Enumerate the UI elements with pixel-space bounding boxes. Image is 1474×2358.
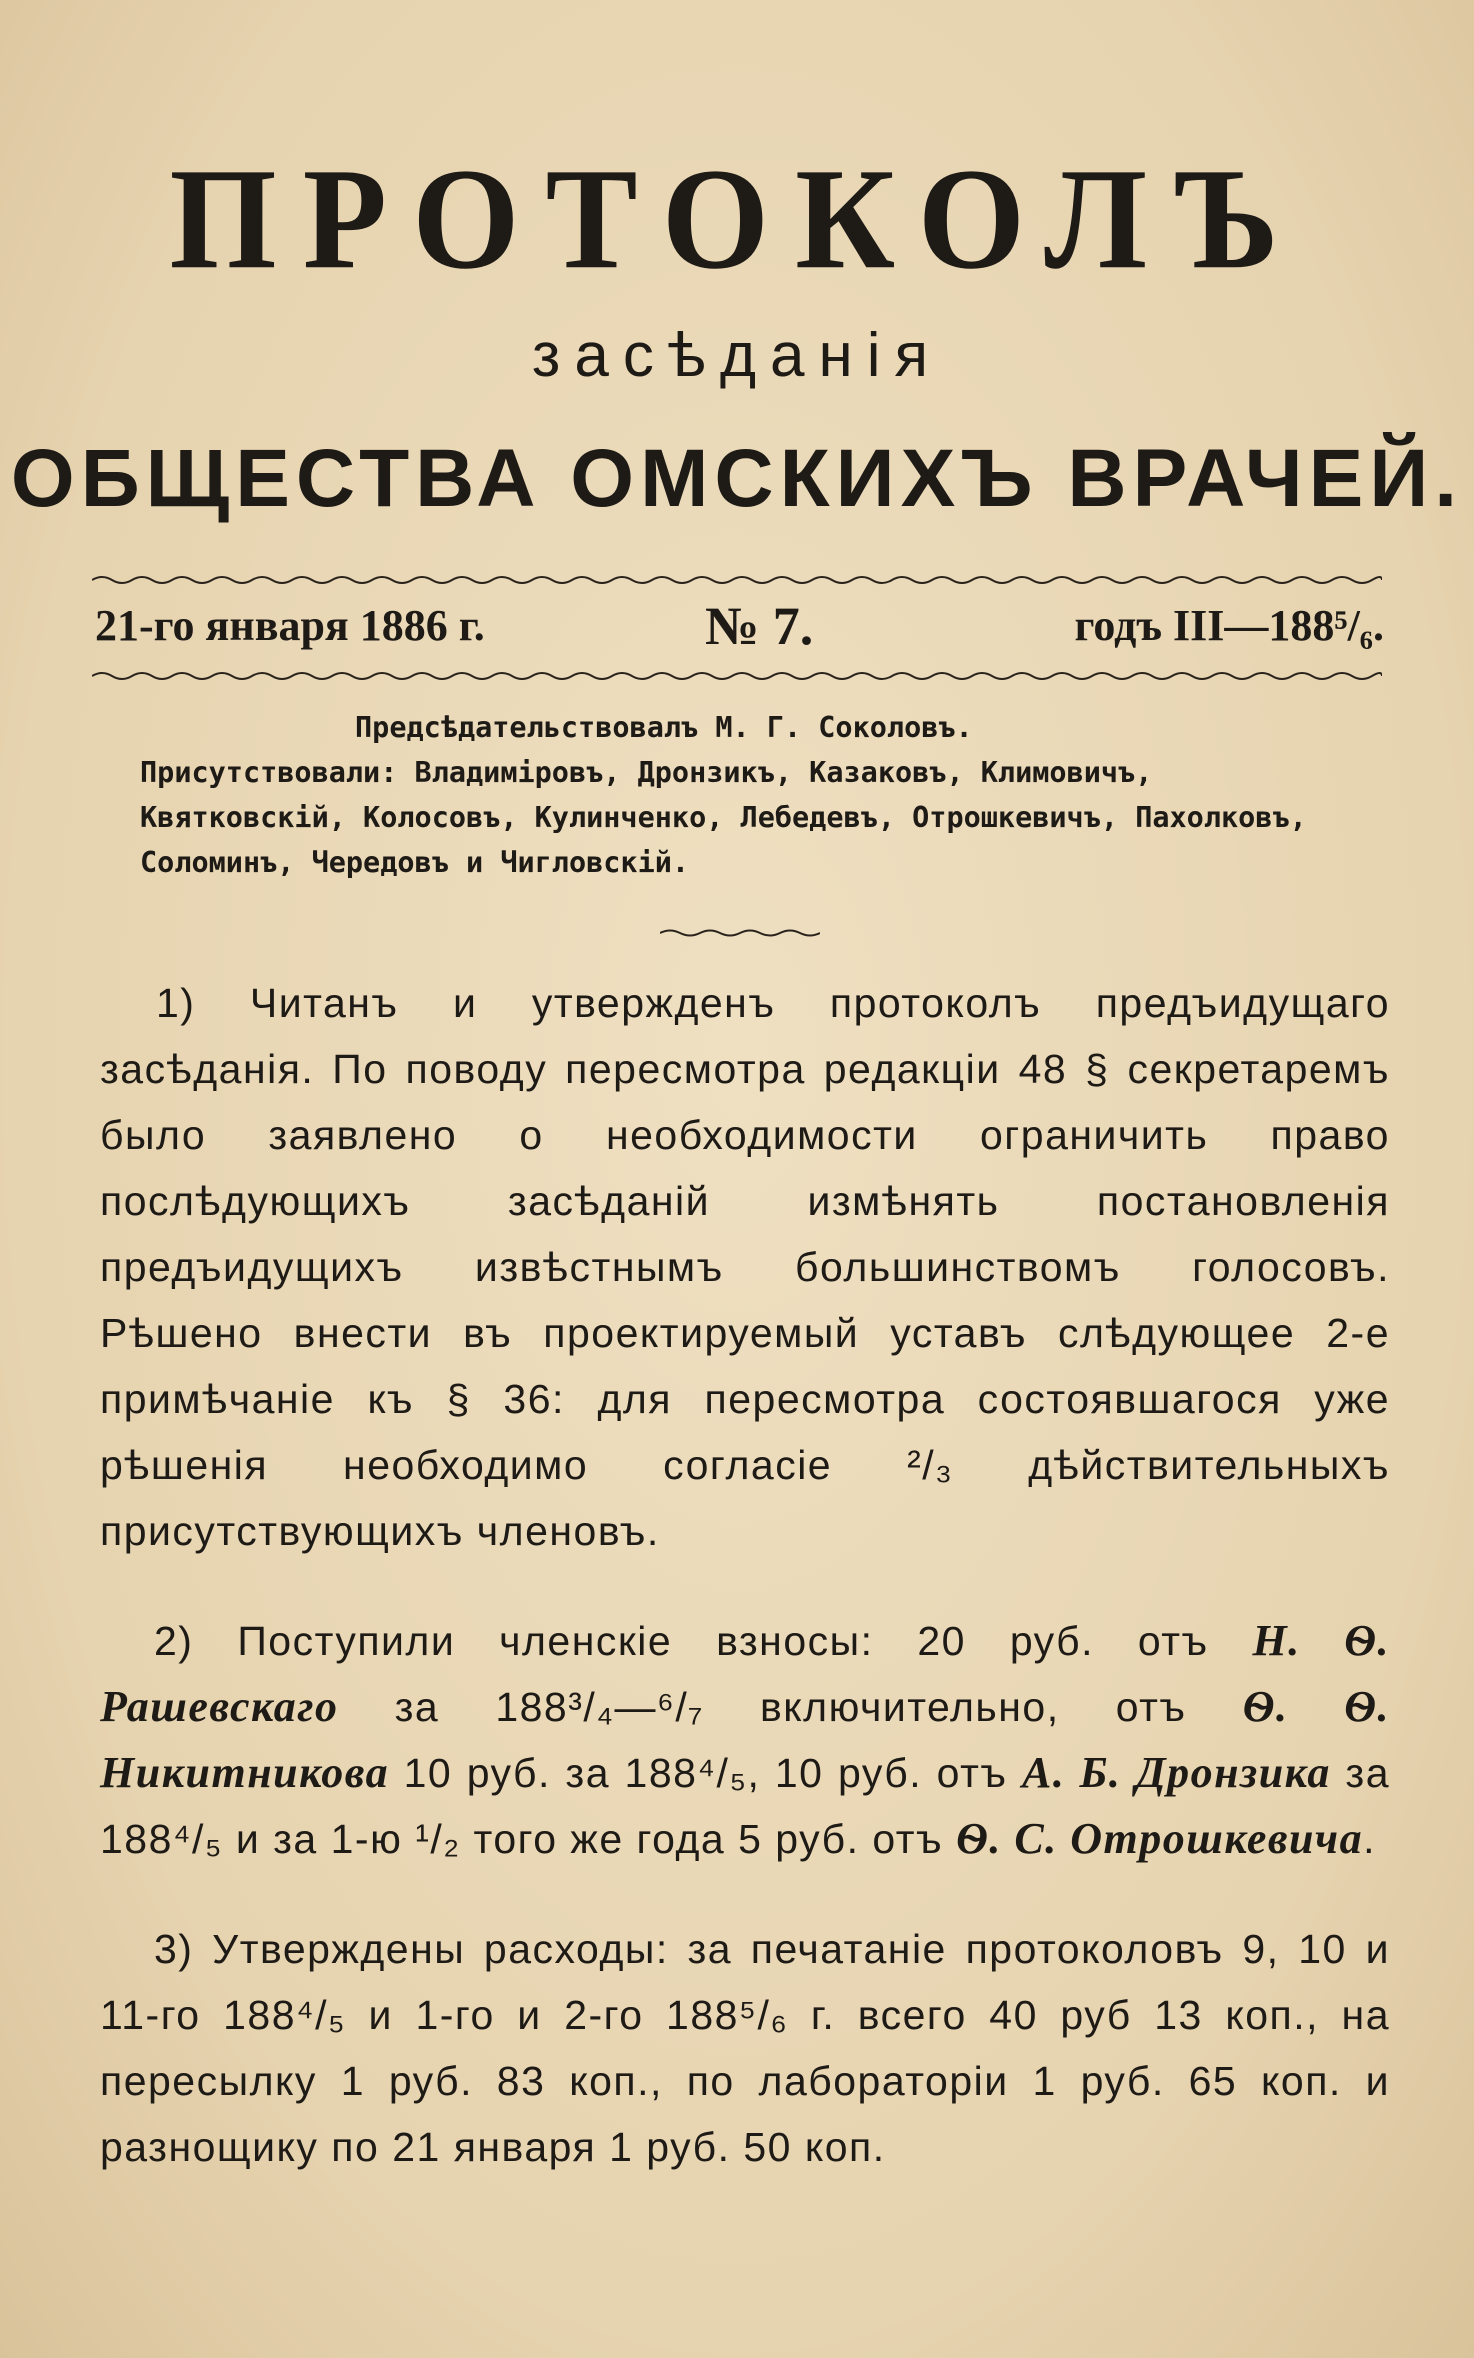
dateline bbox=[95, 596, 1384, 656]
member-name-otroshkevich: Ѳ. С. Отрошкевича bbox=[956, 1814, 1364, 1863]
item-2-text-3: 10 руб. за 188⁴/₅, 10 руб. отъ bbox=[389, 1750, 1022, 1796]
section-divider bbox=[660, 928, 820, 938]
minutes-item-1: 1) Читанъ и утвержденъ протоколъ предъидущаго засѣданія. По поводу пересмотра редакціи 48 § секретаремъ было заявлено о необходимости ограничить право послѣдующихъ засѣданій измѣнять постановленія предъидущихъ извѣстнымъ большинствомъ голосовъ. Рѣшено внести въ проектируемый уставъ слѣдующее 2-е примѣчаніе къ § 36: для пересмотра состоявшагося уже рѣшенія необходимо согласіе ²/₃ дѣйствительныхъ присутствующихъ членовъ. bbox=[100, 980, 1390, 1554]
attendees-list: Присутствовали: Владиміровъ, Дронзикъ, Казаковъ, Климовичъ, Квятковскій, Колосовъ, Кулинченко, Лебедевъ, Отрошкевичъ, Пахолковъ, Соломинъ, Чередовъ и Чигловскій. bbox=[140, 756, 1307, 879]
minutes-items bbox=[100, 970, 1390, 2224]
member-name-nikitnikov: Ѳ. Ѳ. Никитникова bbox=[100, 1682, 1390, 1797]
top-wavy-rule bbox=[92, 574, 1382, 586]
meeting-date: 21-го января 1886 г. bbox=[95, 601, 485, 650]
item-2-text-2: за 188³/₄—⁶/₇ включительно, отъ bbox=[338, 1684, 1243, 1730]
bottom-wavy-rule bbox=[92, 670, 1382, 682]
publication-year: годъ III—188⁵/₆. bbox=[1074, 601, 1384, 650]
document-subtitle: засѣданія bbox=[531, 321, 943, 390]
issue-number: № 7. bbox=[705, 596, 814, 656]
attendance-block bbox=[140, 705, 1340, 885]
organization-name: ОБЩЕСТВА ОМСКИХЪ ВРАЧЕЙ. bbox=[10, 433, 1464, 524]
item-2-text-1: 2) Поступили членскіе взносы: 20 руб. отъ bbox=[154, 1618, 1253, 1664]
item-2-text-4: за 188⁴/₅ и за 1-ю ¹/₂ того же года 5 руб. отъ bbox=[100, 1750, 1390, 1862]
minutes-item-2 bbox=[100, 1608, 1390, 1872]
minutes-item-3: 3) Утверждены расходы: за печатаніе протоколовъ 9, 10 и 11-го 188⁴/₅ и 1-го и 2-го 188⁵/₆ г. всего 40 руб 13 коп., на пересылку 1 руб. 83 коп., по лабораторіи 1 руб. 65 коп. и разнощику по 21 января 1 руб. 50 коп. bbox=[100, 1926, 1390, 2170]
member-name-rashevsky: Н. Ѳ. Рашевскаго bbox=[100, 1616, 1391, 1731]
document-title: ПРОТОКОЛЪ bbox=[169, 138, 1305, 299]
chairman-line: Предсѣдательствовалъ М. Г. Соколовъ. bbox=[355, 711, 973, 744]
item-2-text-5: . bbox=[1363, 1816, 1377, 1862]
member-name-dronzik: А. Б. Дронзика bbox=[1022, 1748, 1331, 1797]
